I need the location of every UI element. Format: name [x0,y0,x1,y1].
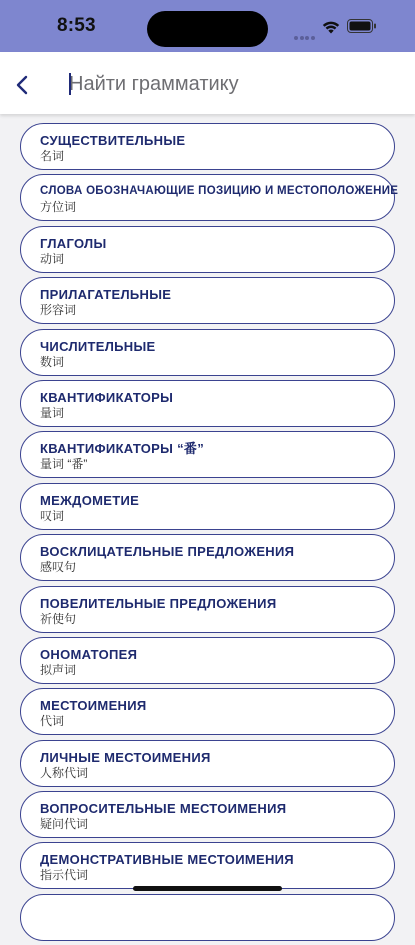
item-subtitle: 祈使句 [40,611,77,626]
grammar-list [20,123,399,945]
list-item-pronouns[interactable] [20,688,395,735]
status-time: 8:53 [57,15,96,36]
item-subtitle: 拟声词 [40,662,77,677]
home-indicator [133,886,282,891]
status-bar [0,0,415,52]
item-title: ПОВЕЛИТЕЛЬНЫЕ ПРЕДЛОЖЕНИЯ [40,595,277,611]
list-item-onomatopoeia[interactable] [20,637,395,684]
item-subtitle: 叹词 [40,508,65,523]
item-title: ВОСКЛИЦАТЕЛЬНЫЕ ПРЕДЛОЖЕНИЯ [40,544,295,560]
item-title: СУЩЕСТВИТЕЛЬНЫЕ [40,133,186,148]
list-item-numerals[interactable] [20,329,395,376]
item-subtitle: 感叹句 [40,560,77,575]
list-item-verbs[interactable] [20,226,395,273]
item-subtitle: 人称代词 [40,765,89,780]
list-item-interjection[interactable] [20,483,395,530]
item-title: ДЕМОНСТРАТИВНЫЕ МЕСТОИМЕНИЯ [40,852,294,868]
list-item-partial[interactable] [20,894,395,941]
list-item-quantifiers[interactable] [20,380,395,427]
signal-icon [294,27,316,45]
item-title: КВАНТИФИКАТОРЫ “番” [40,441,204,457]
item-subtitle: 量词 [40,405,65,420]
list-item-demonstrative-pronouns[interactable] [20,842,395,889]
item-title: ПРИЛАГАТЕЛЬНЫЕ [40,287,172,303]
item-subtitle: 代词 [40,714,65,729]
item-subtitle: 方位词 [40,200,77,215]
item-title: ЧИСЛИТЕЛЬНЫЕ [40,338,156,354]
battery-icon [347,19,377,33]
item-title: КВАНТИФИКАТОРЫ [40,389,174,405]
list-item-interrogative-pronouns[interactable] [20,791,395,838]
list-item-personal-pronouns[interactable] [20,740,395,787]
item-subtitle: 指示代词 [40,868,89,883]
list-item-position-words[interactable] [20,174,399,221]
item-title: СЛОВА ОБОЗНАЧАЮЩИЕ ПОЗИЦИЮ И МЕСТОПОЛОЖЕНИЕ [40,185,399,198]
text-cursor [69,73,71,95]
list-item-nouns[interactable] [20,123,395,170]
wifi-icon [321,19,341,34]
item-title: МЕЖДОМЕТИЕ [40,492,140,508]
back-chevron-icon[interactable] [12,70,32,100]
list-item-exclamatory-sentences[interactable] [20,534,395,581]
item-title: ОНОМАТОПЕЯ [40,646,138,662]
item-title: ВОПРОСИТЕЛЬНЫЕ МЕСТОИМЕНИЯ [40,801,287,817]
list-item-imperative-sentences[interactable] [20,586,395,633]
item-subtitle: 数词 [40,354,65,369]
list-item-quantifiers-fan[interactable] [20,431,395,478]
item-subtitle: 形容词 [40,303,77,318]
item-title: ГЛАГОЛЫ [40,235,107,251]
item-subtitle: 动词 [40,251,65,266]
list-item-adjectives[interactable] [20,277,395,324]
item-subtitle: 疑问代词 [40,817,89,832]
item-subtitle: 量词 “番” [40,457,88,472]
item-subtitle: 名词 [40,149,65,163]
item-title: МЕСТОИМЕНИЯ [40,698,147,714]
search-input[interactable] [69,70,389,98]
dynamic-island [147,11,268,47]
item-title: ЛИЧНЫЕ МЕСТОИМЕНИЯ [40,749,211,765]
